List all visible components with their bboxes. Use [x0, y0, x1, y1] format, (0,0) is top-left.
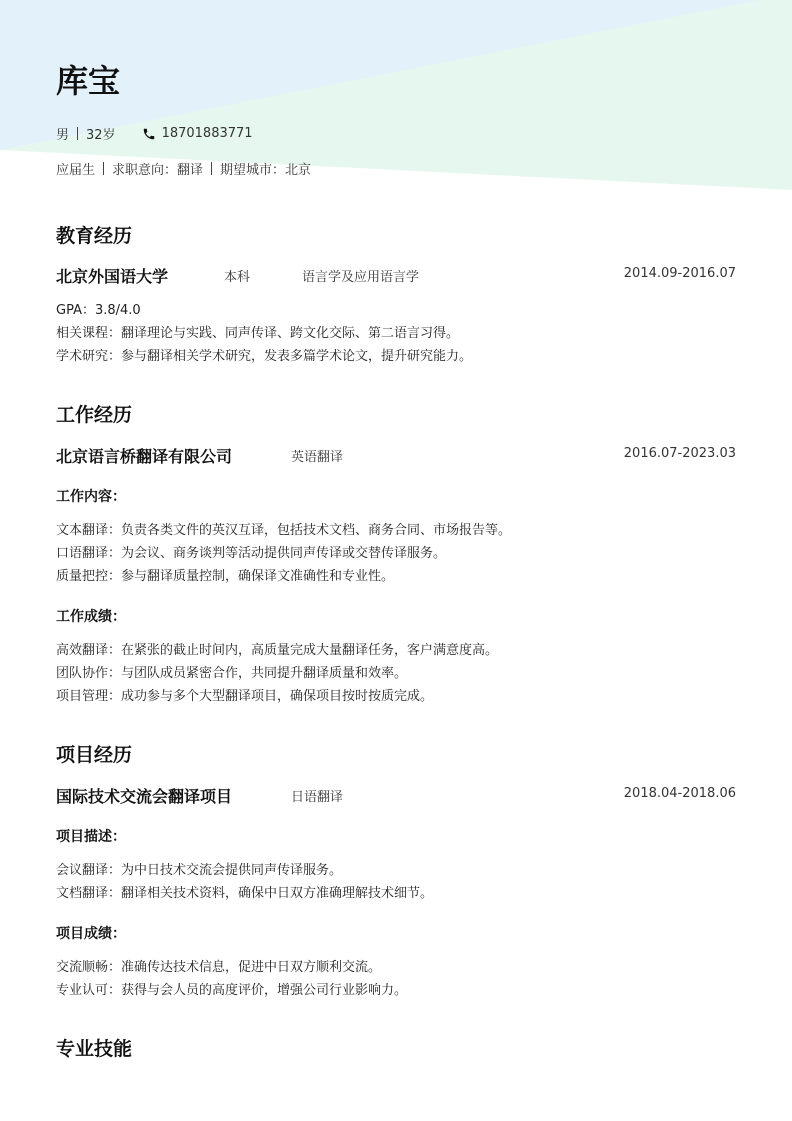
candidate-name: 库宝	[56, 62, 121, 100]
position: 英语翻译	[291, 450, 344, 465]
education-details	[56, 299, 472, 368]
project-results-label: 项目成绩：	[56, 926, 126, 942]
list-item: 项目管理：成功参与多个大型翻译项目，确保项目按时按质完成。	[56, 689, 434, 704]
city: 期望城市：北京	[220, 163, 312, 178]
degree: 本科	[224, 270, 251, 285]
major: 语言学及应用语言学	[302, 270, 420, 285]
phone-number: 18701883771	[161, 126, 253, 141]
list-item: 交流顺畅：准确传达技术信息，促进中日双方顺利交流。	[56, 960, 382, 975]
gender: 男	[56, 128, 70, 143]
divider	[77, 127, 78, 140]
work-results-list	[56, 639, 498, 708]
basic-info	[56, 124, 253, 143]
divider	[211, 162, 212, 175]
work-results-label: 工作成绩：	[56, 609, 126, 625]
education-date: 2014.09-2016.07	[623, 266, 736, 281]
phone-contact[interactable]	[142, 126, 253, 141]
section-title-project: 项目经历	[56, 744, 133, 766]
section-title-skills: 专业技能	[56, 1038, 133, 1060]
project-date: 2018.04-2018.06	[623, 786, 736, 801]
list-item: 会议翻译：为中日技术交流会提供同声传译服务。	[56, 863, 343, 878]
list-item: 文档翻译：翻译相关技术资料，确保中日双方准确理解技术细节。	[56, 886, 434, 901]
project-desc-label: 项目描述：	[56, 829, 126, 845]
list-item: 团队协作：与团队成员紧密合作，共同提升翻译质量和效率。	[56, 666, 408, 681]
list-item: 专业认可：获得与会人员的高度评价，增强公司行业影响力。	[56, 983, 408, 998]
list-item: 高效翻译：在紧张的截止时间内，高质量完成大量翻译任务，客户满意度高。	[56, 643, 499, 658]
phone-icon	[142, 127, 156, 141]
school-name: 北京外国语大学	[56, 267, 169, 286]
list-item: 文本翻译：负责各类文件的英汉互译，包括技术文档、商务合同、市场报告等。	[56, 523, 512, 538]
company-name: 北京语言桥翻译有限公司	[56, 447, 233, 466]
job-intent	[56, 159, 311, 178]
education-entry	[56, 264, 736, 284]
list-item: 质量把控：参与翻译质量控制，确保译文准确性和专业性。	[56, 569, 395, 584]
intention: 求职意向：翻译	[112, 163, 204, 178]
list-item: 学术研究：参与翻译相关学术研究，发表多篇学术论文，提升研究能力。	[56, 349, 473, 364]
age: 32岁	[86, 128, 116, 143]
divider	[103, 162, 104, 175]
status: 应届生	[56, 163, 96, 178]
project-desc-list	[56, 859, 433, 905]
list-item: 口语翻译：为会议、商务谈判等活动提供同声传译或交替传译服务。	[56, 546, 447, 561]
work-entry	[56, 444, 736, 464]
section-title-work: 工作经历	[56, 404, 133, 426]
project-entry	[56, 784, 736, 804]
work-content-list	[56, 519, 511, 588]
section-title-education: 教育经历	[56, 225, 133, 247]
list-item: GPA：3.8/4.0	[56, 303, 141, 318]
project-role: 日语翻译	[291, 790, 344, 805]
list-item: 相关课程：翻译理论与实践、同声传译、跨文化交际、第二语言习得。	[56, 326, 460, 341]
work-content-label: 工作内容：	[56, 489, 126, 505]
work-date: 2016.07-2023.03	[623, 446, 736, 461]
project-results-list	[56, 956, 407, 1002]
project-name: 国际技术交流会翻译项目	[56, 787, 233, 806]
